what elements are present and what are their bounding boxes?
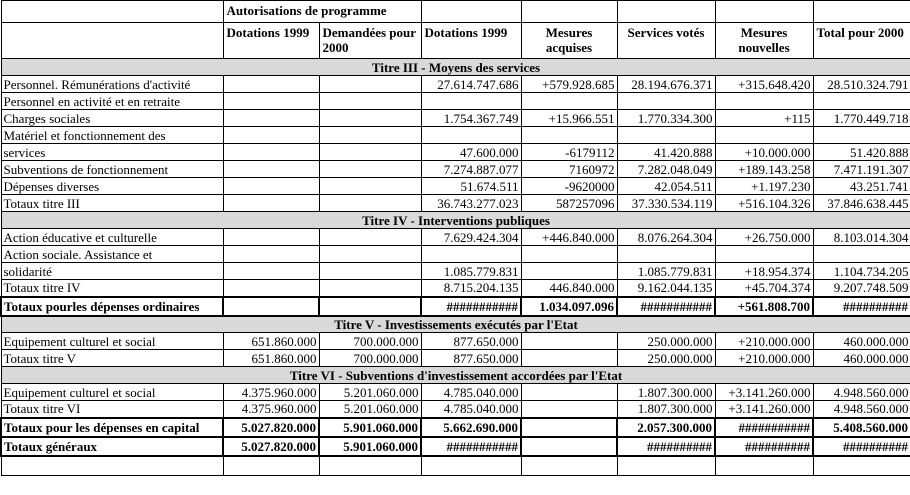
row-label: Personnel en activité et en retraite	[1, 93, 223, 110]
table-row	[1, 110, 910, 127]
value-cell	[319, 229, 421, 246]
value-cell: 5.027.820.000	[223, 418, 319, 437]
value-cell	[421, 127, 521, 144]
value-cell: 8.715.204.135	[421, 280, 521, 297]
section-row	[1, 316, 910, 333]
value-cell: 5.201.060.000	[319, 384, 421, 401]
value-cell: 7160972	[521, 161, 617, 178]
value-cell: ###########	[617, 297, 715, 316]
value-cell: 2.057.300.000	[617, 418, 715, 437]
section-row	[1, 212, 910, 229]
value-cell	[223, 297, 319, 316]
value-cell	[813, 93, 910, 110]
value-cell: 7.471.191.307	[813, 161, 910, 178]
value-cell: 587257096	[521, 195, 617, 212]
row-label: Action éducative et culturelle	[1, 229, 223, 246]
value-cell: 5.027.820.000	[223, 437, 319, 456]
value-cell: +210.000.000	[715, 333, 813, 350]
value-cell	[617, 456, 715, 476]
value-cell	[813, 456, 910, 476]
value-cell: 7.629.424.304	[421, 229, 521, 246]
value-cell: 42.054.511	[617, 178, 715, 195]
section-title: Titre V - Investissements exécutés par l'Etat	[1, 316, 910, 333]
table-row	[1, 246, 910, 263]
header-empty-cell	[1, 23, 223, 59]
column-header-demandees-2000: Demandées pour 2000	[319, 23, 421, 59]
table-row	[1, 297, 910, 316]
value-cell: 4.375.960.000	[223, 401, 319, 418]
value-cell	[319, 127, 421, 144]
value-cell: ##########	[617, 437, 715, 456]
value-cell: 5.901.060.000	[319, 418, 421, 437]
section-row	[1, 367, 910, 384]
row-label: Dépenses diverses	[1, 178, 223, 195]
value-cell: 5.408.560.000	[813, 418, 910, 437]
value-cell	[715, 456, 813, 476]
value-cell	[521, 93, 617, 110]
row-label: Matériel et fonctionnement des	[1, 127, 223, 144]
value-cell: ###########	[421, 437, 521, 456]
value-cell	[319, 76, 421, 93]
value-cell: 37.330.534.119	[617, 195, 715, 212]
value-cell	[421, 246, 521, 263]
value-cell: 446.840.000	[521, 280, 617, 297]
value-cell: 51.420.888	[813, 144, 910, 161]
value-cell: +189.143.258	[715, 161, 813, 178]
value-cell	[813, 127, 910, 144]
value-cell: 460.000.000	[813, 333, 910, 350]
value-cell: 47.600.000	[421, 144, 521, 161]
value-cell	[319, 161, 421, 178]
header-empty-cell	[617, 1, 715, 23]
corner-cell	[1, 1, 223, 23]
value-cell: 1.807.300.000	[617, 401, 715, 418]
table-row	[1, 333, 910, 350]
row-label: Equipement culturel et social	[1, 384, 223, 401]
value-cell: 43.251.741	[813, 178, 910, 195]
value-cell: 1.754.367.749	[421, 110, 521, 127]
value-cell: -9620000	[521, 178, 617, 195]
value-cell: +516.104.326	[715, 195, 813, 212]
value-cell	[617, 93, 715, 110]
value-cell: 37.846.638.445	[813, 195, 910, 212]
value-cell	[421, 456, 521, 476]
value-cell	[223, 76, 319, 93]
table-body	[1, 59, 910, 476]
row-label: Totaux pourles dépenses ordinaires	[1, 297, 223, 316]
value-cell	[521, 418, 617, 437]
header-empty-cell	[521, 1, 617, 23]
value-cell: 1.085.779.831	[421, 263, 521, 280]
value-cell	[319, 280, 421, 297]
value-cell: +3.141.260.000	[715, 384, 813, 401]
value-cell	[521, 127, 617, 144]
value-cell: 1.770.449.718	[813, 110, 910, 127]
value-cell: 4.948.560.000	[813, 401, 910, 418]
value-cell	[223, 110, 319, 127]
value-cell: 36.743.277.023	[421, 195, 521, 212]
value-cell: 8.103.014.304	[813, 229, 910, 246]
value-cell: ###########	[421, 297, 521, 316]
value-cell: +579.928.685	[521, 76, 617, 93]
value-cell: 28.194.676.371	[617, 76, 715, 93]
column-header-services-votes: Services votés	[617, 23, 715, 59]
value-cell	[521, 246, 617, 263]
section-title: Titre VI - Subventions d'investissement accordées par l'Etat	[1, 367, 910, 384]
value-cell: 651.860.000	[223, 333, 319, 350]
value-cell	[715, 93, 813, 110]
value-cell: 1.770.334.300	[617, 110, 715, 127]
value-cell	[319, 110, 421, 127]
value-cell	[223, 229, 319, 246]
value-cell: 27.614.747.686	[421, 76, 521, 93]
value-cell: +210.000.000	[715, 350, 813, 367]
value-cell: 9.162.044.135	[617, 280, 715, 297]
value-cell	[319, 297, 421, 316]
value-cell: 1.034.097.096	[521, 297, 617, 316]
value-cell	[319, 456, 421, 476]
value-cell: ###########	[715, 418, 813, 437]
value-cell	[223, 144, 319, 161]
value-cell	[521, 401, 617, 418]
value-cell: 1.104.734.205	[813, 263, 910, 280]
value-cell: 4.375.960.000	[223, 384, 319, 401]
column-header-total-pour-2000: Total pour 2000	[813, 23, 910, 59]
table-row	[1, 161, 910, 178]
group-header-autorisations: Autorisations de programme	[223, 1, 421, 23]
section-row	[1, 59, 910, 76]
value-cell: 460.000.000	[813, 350, 910, 367]
table-row	[1, 76, 910, 93]
header-row-columns	[1, 23, 910, 59]
value-cell	[223, 263, 319, 280]
value-cell: 877.650.000	[421, 333, 521, 350]
value-cell: 28.510.324.791	[813, 76, 910, 93]
value-cell	[319, 246, 421, 263]
row-label	[1, 456, 223, 476]
value-cell: +1.197.230	[715, 178, 813, 195]
value-cell: +446.840.000	[521, 229, 617, 246]
value-cell: ##########	[813, 437, 910, 456]
value-cell: 9.207.748.509	[813, 280, 910, 297]
value-cell: 700.000.000	[319, 333, 421, 350]
column-header-dotations-1999: Dotations 1999	[421, 23, 521, 59]
value-cell: 41.420.888	[617, 144, 715, 161]
value-cell: 1.807.300.000	[617, 384, 715, 401]
value-cell	[617, 127, 715, 144]
value-cell: +3.141.260.000	[715, 401, 813, 418]
table-row	[1, 127, 910, 144]
value-cell	[715, 246, 813, 263]
value-cell	[521, 263, 617, 280]
header-empty-cell	[715, 1, 813, 23]
value-cell	[617, 246, 715, 263]
row-label: Totaux titre V	[1, 350, 223, 367]
row-label: services	[1, 144, 223, 161]
value-cell: 877.650.000	[421, 350, 521, 367]
value-cell	[521, 437, 617, 456]
row-label: Totaux généraux	[1, 437, 223, 456]
value-cell: 7.274.887.077	[421, 161, 521, 178]
value-cell	[319, 93, 421, 110]
value-cell: +18.954.374	[715, 263, 813, 280]
value-cell: 4.948.560.000	[813, 384, 910, 401]
value-cell: 8.076.264.304	[617, 229, 715, 246]
table-row	[1, 144, 910, 161]
value-cell	[223, 178, 319, 195]
table-row	[1, 418, 910, 437]
value-cell	[319, 178, 421, 195]
table-row	[1, 401, 910, 418]
value-cell: -6179112	[521, 144, 617, 161]
row-label: Charges sociales	[1, 110, 223, 127]
value-cell: +315.648.420	[715, 76, 813, 93]
value-cell	[223, 93, 319, 110]
value-cell: 4.785.040.000	[421, 401, 521, 418]
header-row-group	[1, 1, 910, 23]
value-cell: +26.750.000	[715, 229, 813, 246]
value-cell: 4.785.040.000	[421, 384, 521, 401]
value-cell	[223, 127, 319, 144]
section-title: Titre IV - Interventions publiques	[1, 212, 910, 229]
value-cell: ##########	[715, 437, 813, 456]
value-cell	[223, 195, 319, 212]
value-cell: 7.282.048.049	[617, 161, 715, 178]
header-empty-cell	[421, 1, 521, 23]
value-cell	[521, 350, 617, 367]
column-header-mesures-nouvelles: Mesures nouvelles	[715, 23, 813, 59]
row-label: Totaux pour les dépenses en capital	[1, 418, 223, 437]
row-label: Action sociale. Assistance et	[1, 246, 223, 263]
value-cell: 651.860.000	[223, 350, 319, 367]
value-cell	[319, 263, 421, 280]
table-row	[1, 229, 910, 246]
table-row	[1, 280, 910, 297]
value-cell	[715, 127, 813, 144]
value-cell	[813, 246, 910, 263]
value-cell: +15.966.551	[521, 110, 617, 127]
row-label: Subventions de fonctionnement	[1, 161, 223, 178]
row-label: Totaux titre VI	[1, 401, 223, 418]
table-row	[1, 93, 910, 110]
value-cell: 5.662.690.000	[421, 418, 521, 437]
table-row	[1, 456, 910, 476]
value-cell: 5.901.060.000	[319, 437, 421, 456]
value-cell: 250.000.000	[617, 350, 715, 367]
section-title: Titre III - Moyens des services	[1, 59, 910, 76]
value-cell	[521, 456, 617, 476]
value-cell	[319, 144, 421, 161]
value-cell	[319, 195, 421, 212]
table-row	[1, 350, 910, 367]
column-header-dotations-1999-ap: Dotations 1999	[223, 23, 319, 59]
table-row	[1, 263, 910, 280]
header-empty-cell	[813, 1, 910, 23]
row-label: Equipement culturel et social	[1, 333, 223, 350]
row-label: solidarité	[1, 263, 223, 280]
table-row	[1, 384, 910, 401]
row-label: Totaux titre III	[1, 195, 223, 212]
value-cell	[223, 161, 319, 178]
row-label: Personnel. Rémunérations d'activité	[1, 76, 223, 93]
value-cell	[521, 384, 617, 401]
value-cell: +45.704.374	[715, 280, 813, 297]
value-cell: +561.808.700	[715, 297, 813, 316]
value-cell: 250.000.000	[617, 333, 715, 350]
value-cell: 1.085.779.831	[617, 263, 715, 280]
table-row	[1, 437, 910, 456]
value-cell	[521, 333, 617, 350]
row-label: Totaux titre IV	[1, 280, 223, 297]
value-cell: 5.201.060.000	[319, 401, 421, 418]
value-cell: ##########	[813, 297, 910, 316]
value-cell: 51.674.511	[421, 178, 521, 195]
value-cell	[223, 456, 319, 476]
value-cell: 700.000.000	[319, 350, 421, 367]
value-cell: +10.000.000	[715, 144, 813, 161]
column-header-mesures-acquises: Mesures acquises	[521, 23, 617, 59]
value-cell	[223, 246, 319, 263]
value-cell: +115	[715, 110, 813, 127]
value-cell	[223, 280, 319, 297]
table-row	[1, 178, 910, 195]
table-row	[1, 195, 910, 212]
value-cell	[421, 93, 521, 110]
